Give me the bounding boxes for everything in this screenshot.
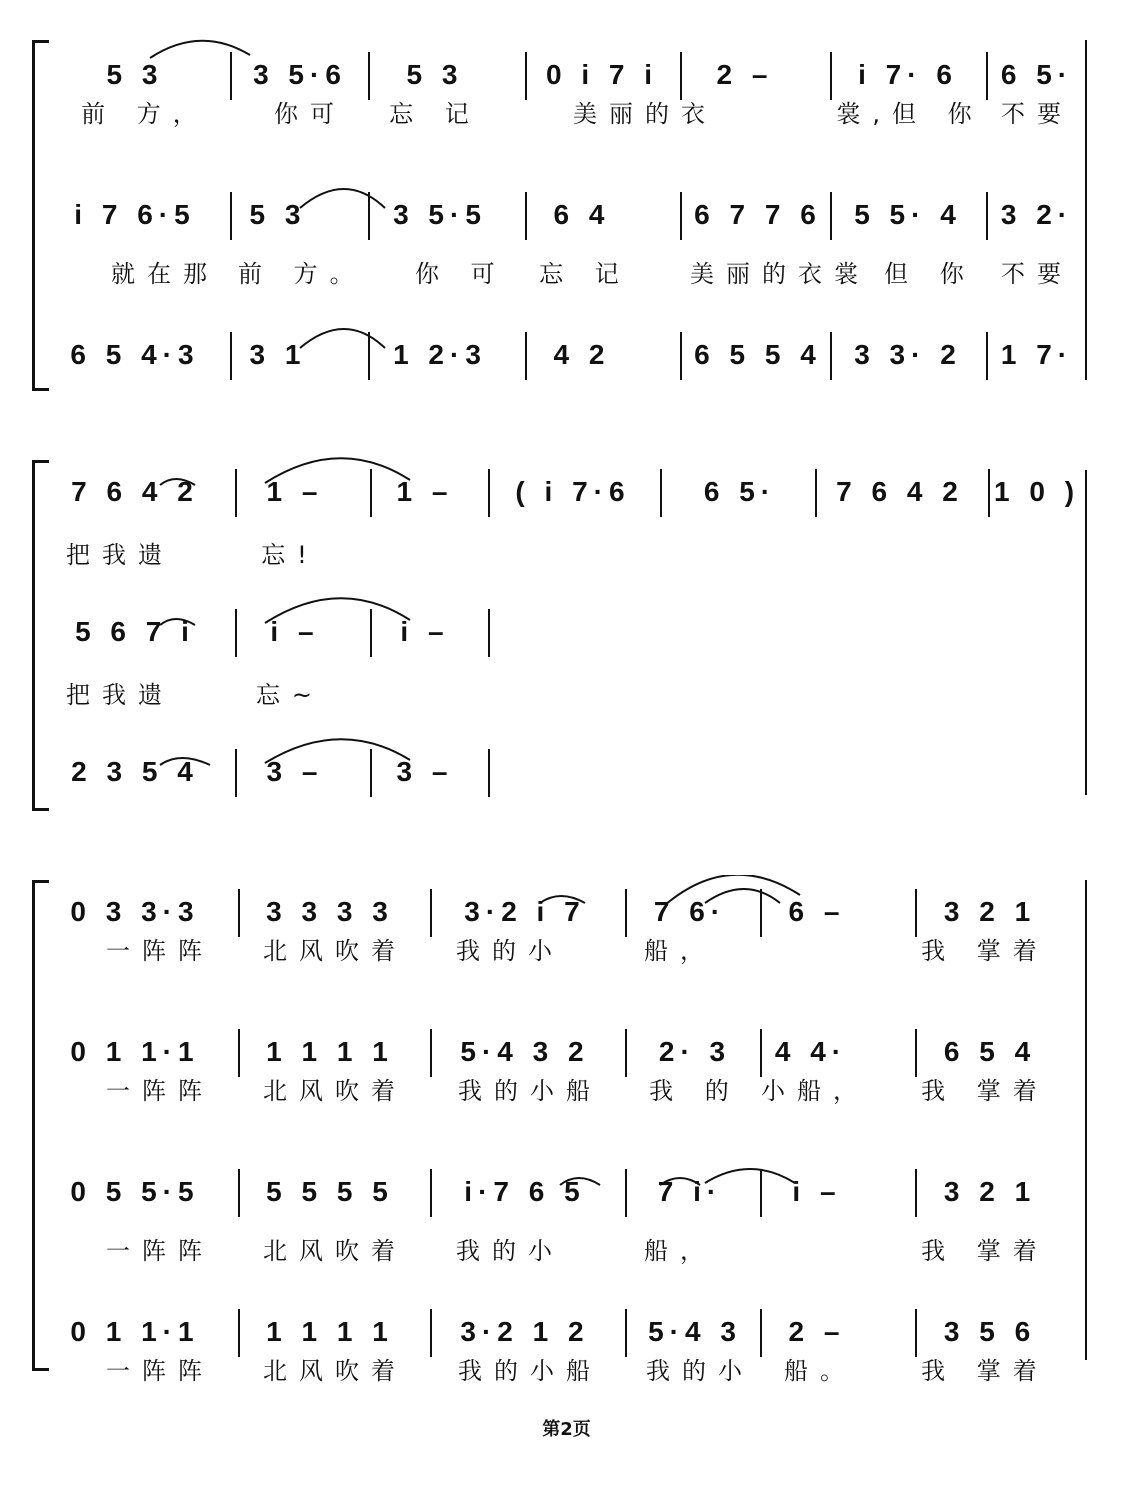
measure: 3·2 1 2	[460, 1316, 590, 1347]
measure: 3 5·6	[253, 59, 347, 90]
measure: 6 5 5 4	[694, 339, 822, 370]
slur	[300, 189, 385, 208]
lyric: 忘 记	[539, 260, 631, 288]
measure: 6 5 4	[943, 1036, 1037, 1067]
measure: 5 3	[249, 199, 307, 230]
lyric: 我 掌着	[921, 937, 1049, 965]
measure: 3·2 i 7	[464, 896, 586, 927]
measure: 1 –	[396, 476, 454, 507]
measure: 3 3 3 3	[266, 896, 394, 927]
measure: 7 6·	[653, 896, 727, 927]
slur	[150, 41, 250, 58]
lyric: 前 方。	[238, 260, 366, 288]
measure: 6 –	[788, 896, 846, 927]
measure: ( i 7·6	[515, 476, 631, 507]
measure: 5 6 7 i	[75, 616, 195, 647]
lyric: 但 你	[884, 260, 976, 288]
lyric: 把我遗	[66, 681, 174, 709]
measure: i –	[400, 616, 450, 647]
slur-layer	[0, 30, 1133, 390]
measure: 6 5·	[703, 476, 777, 507]
measure: 5·4 3 2	[460, 1036, 590, 1067]
measure: 5·4 3	[648, 1316, 742, 1347]
lyric: 忘!	[261, 541, 319, 569]
slur	[540, 896, 585, 903]
lyric: 我 的	[649, 1077, 741, 1105]
measure: 6 7 7 6	[694, 199, 822, 230]
measure: 3 2·	[1000, 199, 1074, 230]
measure: 3 3· 2	[854, 339, 962, 370]
lyric: 我的小船	[458, 1077, 602, 1105]
measure: 7 6 4 2	[71, 476, 199, 507]
measure: i 7 6·5	[74, 199, 196, 230]
slur	[160, 619, 195, 625]
lyric: 我 掌着	[921, 1357, 1049, 1385]
measure: 4 2	[553, 339, 611, 370]
measure: 1 2·3	[393, 339, 487, 370]
measure: 2· 3	[658, 1036, 732, 1067]
measure: 1 1 1 1	[266, 1316, 394, 1347]
measure: i 7· 6	[858, 59, 958, 90]
measure: 1 0 )	[993, 476, 1081, 507]
lyric: 把我遗	[66, 541, 174, 569]
slur	[705, 889, 780, 903]
lyric: 北风吹着	[263, 937, 407, 965]
measure: 1 7·	[1000, 339, 1074, 370]
measure: 0 1 1·1	[70, 1036, 200, 1067]
measure: 5 5 5 5	[266, 1176, 394, 1207]
measure: 6 5 4·3	[70, 339, 200, 370]
measure: 6 5·	[1000, 59, 1074, 90]
lyric: 一阵阵	[106, 937, 214, 965]
lyric: 忘 记	[389, 100, 481, 128]
lyric: 我的小	[646, 1357, 754, 1385]
lyric: 小船，	[761, 1077, 869, 1105]
score-system-1	[0, 30, 1133, 390]
measure: 3 5·5	[393, 199, 487, 230]
slur	[300, 329, 385, 348]
measure: 6 4	[553, 199, 611, 230]
lyric: 前 方，	[81, 100, 209, 128]
measure: i –	[792, 1176, 842, 1207]
lyric: 你 可	[415, 260, 507, 288]
lyric: 一阵阵	[106, 1077, 214, 1105]
measure: 2 3 5 4	[71, 756, 199, 787]
measure: 5 3	[106, 59, 164, 90]
measure: 7 6 4 2	[836, 476, 964, 507]
slur	[660, 1178, 700, 1185]
lyric: 我 掌着	[921, 1237, 1049, 1265]
lyric: 美丽的衣	[573, 100, 717, 128]
lyric: 一阵阵	[106, 1237, 214, 1265]
lyric: 不要	[1001, 260, 1073, 288]
slur	[705, 1169, 795, 1183]
slur	[265, 739, 410, 763]
lyric: 美丽的衣裳	[690, 260, 870, 288]
lyric: 我的小	[456, 937, 564, 965]
slur	[160, 479, 195, 485]
slur	[560, 1178, 600, 1185]
measure: 5 5· 4	[854, 199, 962, 230]
lyric: 裳,但 你	[836, 100, 984, 128]
measure: 3 5 6	[943, 1316, 1037, 1347]
measure: 3 2 1	[943, 896, 1037, 927]
measure: 1 1 1 1	[266, 1036, 394, 1067]
lyric: 就在那	[111, 260, 219, 288]
score-system-3	[0, 875, 1133, 1385]
lyric: 我的小船	[458, 1357, 602, 1385]
measure: 2 –	[716, 59, 774, 90]
lyric: 我的小	[456, 1237, 564, 1265]
measure: 3 1	[249, 339, 307, 370]
measure: 0 3 3·3	[70, 896, 200, 927]
measure: i·7 6 5	[464, 1176, 586, 1207]
lyric: 一阵阵	[106, 1357, 214, 1385]
measure: 0 1 1·1	[70, 1316, 200, 1347]
page-number: 第2页	[542, 1419, 591, 1440]
lyric: 忘~	[255, 681, 325, 709]
measure: i –	[270, 616, 320, 647]
slur	[160, 758, 210, 765]
measure: 2 –	[788, 1316, 846, 1347]
lyric: 不要	[1001, 100, 1073, 128]
score-system-2	[0, 455, 1133, 810]
lyric: 我 掌着	[921, 1077, 1049, 1105]
measure: 3 –	[266, 756, 324, 787]
measure: 3 –	[396, 756, 454, 787]
lyric: 北风吹着	[263, 1237, 407, 1265]
measure: 0 5 5·5	[70, 1176, 200, 1207]
slur	[265, 598, 410, 623]
lyric: 北风吹着	[263, 1357, 407, 1385]
measure: 7 i·	[657, 1176, 723, 1207]
lyric: 北风吹着	[263, 1077, 407, 1105]
lyric: 船。	[784, 1357, 856, 1385]
measure: 1 –	[266, 476, 324, 507]
measure: 3 2 1	[943, 1176, 1037, 1207]
slur-layer	[0, 875, 1133, 1375]
slur-layer	[0, 455, 1133, 810]
measure: 4 4·	[774, 1036, 848, 1067]
lyric: 你可	[274, 100, 346, 128]
lyric: 船，	[644, 1237, 716, 1265]
slur	[265, 458, 410, 483]
measure: 0 i 7 i	[545, 59, 659, 90]
lyric: 船，	[644, 937, 716, 965]
measure: 5 3	[406, 59, 464, 90]
